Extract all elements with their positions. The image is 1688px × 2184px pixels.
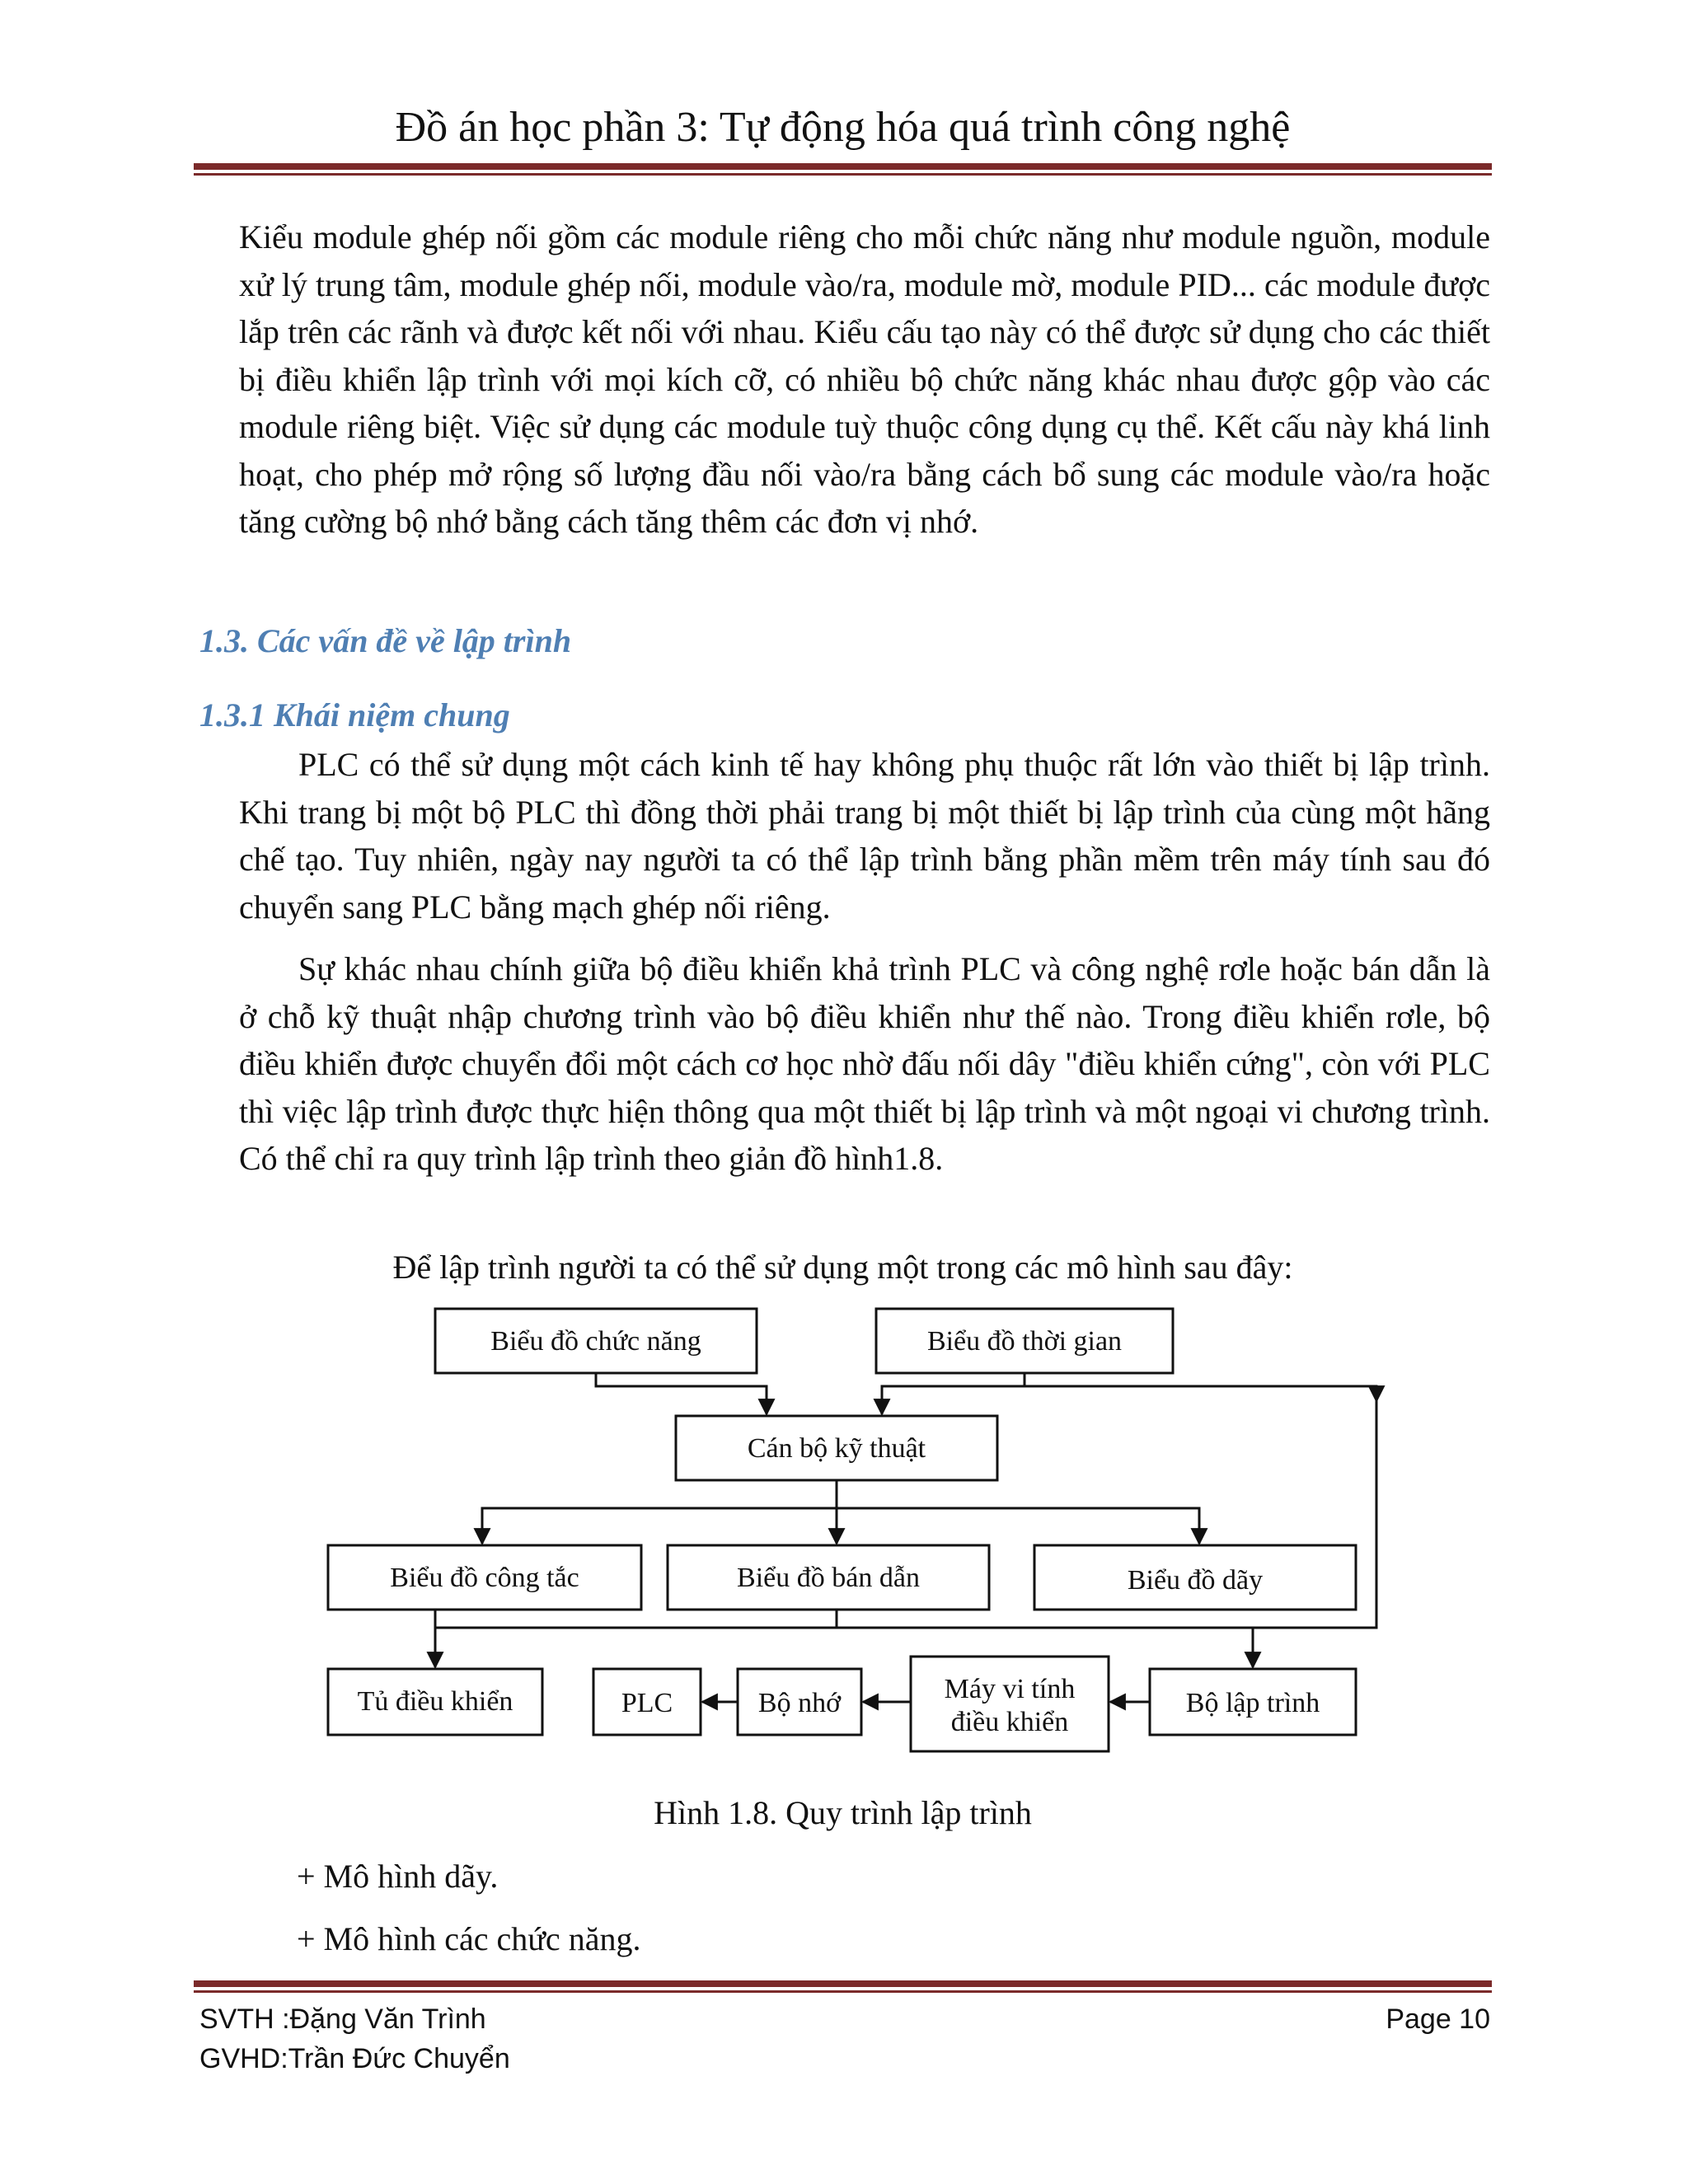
box-bo-nho: Bộ nhớ <box>757 1688 842 1718</box>
footer-page-number: Page 10 <box>1386 2004 1490 2035</box>
figure-caption: Hình 1.8. Quy trình lập trình <box>654 1794 1032 1831</box>
footer-svth: SVTH :Đặng Văn Trình <box>199 2004 486 2035</box>
page-header-title: Đồ án học phần 3: Tự động hóa quá trình công nghệ <box>395 104 1291 151</box>
paragraph-general-concept: PLC có thể sử dụng một cách kinh tế hay không phụ thuộc rất lớn vào thiết bị lập trình. Khi trang bị một bộ PLC thì đồng thời phải trang bị một thiết bị lập trình của cùng một hãng chế tạo. Tuy nhiên, ngày nay người ta có thể lập trình bằng phần mềm trên máy tính sau đó chuyển sang PLC bằng mạch ghép nối riêng. <box>239 746 1490 926</box>
bullet-item-1: + Mô hình dãy. <box>297 1858 499 1895</box>
box-bieu-do-chuc-nang: Biểu đồ chức năng <box>490 1326 701 1357</box>
box-plc: PLC <box>621 1688 673 1718</box>
programming-flow-diagram <box>313 1294 1401 1772</box>
box-bo-lap-trinh: Bộ lập trình <box>1185 1688 1320 1718</box>
intro-line: Để lập trình người ta có thể sử dụng một trong các mô hình sau đây: <box>392 1249 1293 1286</box>
box-bieu-do-day: Biểu đồ dãy <box>1127 1565 1264 1596</box>
box-tu-dieu-khien: Tủ điều khiển <box>357 1686 513 1717</box>
box-bieu-do-thoi-gian: Biểu đồ thời gian <box>926 1326 1123 1357</box>
box-may-vi-tinh-line1: Máy vi tính <box>944 1674 1076 1704</box>
paragraph-differences: Sự khác nhau chính giữa bộ điều khiển khả trình PLC và công nghệ rơle hoặc bán dẫn là ở chỗ kỹ thuật nhập chương trình vào bộ điều khiển như thế nào. Trong điều khiển rơle, bộ điều khiển được chuyển đổi một cách cơ học nhờ đấu nối dây "điều khiển cứng", còn với PLC thì việc lập trình được thực hiện thông qua một thiết bị lập trình và một ngoại vi chương trình. Có thể chỉ ra quy trình lập trình theo giản đồ hình1.8. <box>239 950 1490 1177</box>
footer-rule <box>194 1980 1492 1993</box>
box-bieu-do-ban-dan: Biểu đồ bán dẫn <box>737 1563 920 1593</box>
paragraph-module-types: Kiểu module ghép nối gồm các module riêng cho mỗi chức năng như module nguồn, module xử lý trung tâm, module ghép nối, module vào/ra, module mờ, module PID... các module được lắp trên các rãnh và được kết nối với nhau. Kiểu cấu tạo này có thể được sử dụng cho các thiết bị điều khiển lập trình với mọi kích cỡ, có nhiều bộ chức năng khác nhau được gộp vào các module riêng biệt. Việc sử dụng các module tuỳ thuộc công dụng cụ thể. Kết cấu này khá linh hoạt, cho phép mở rộng số lượng đầu nối vào/ra bằng cách bổ sung các module vào/ra hoặc tăng cường bộ nhớ bằng cách tăng thêm các đơn vị nhớ. <box>239 218 1490 540</box>
section-heading-1-3: 1.3. Các vấn đề về lập trình <box>199 622 572 659</box>
footer-gvhd: GVHD:Trần Đức Chuyển <box>199 2043 510 2074</box>
section-heading-1-3-1: 1.3.1 Khái niệm chung <box>199 696 510 733</box>
bullet-item-2: + Mô hình các chức năng. <box>297 1920 641 1957</box>
box-bieu-do-cong-tac: Biểu đồ công tắc <box>390 1563 579 1593</box>
box-may-vi-tinh-line2: điều khiển <box>950 1707 1069 1737</box>
box-can-bo-ky-thuat: Cán bộ kỹ thuật <box>747 1433 926 1464</box>
header-rule <box>194 163 1492 176</box>
